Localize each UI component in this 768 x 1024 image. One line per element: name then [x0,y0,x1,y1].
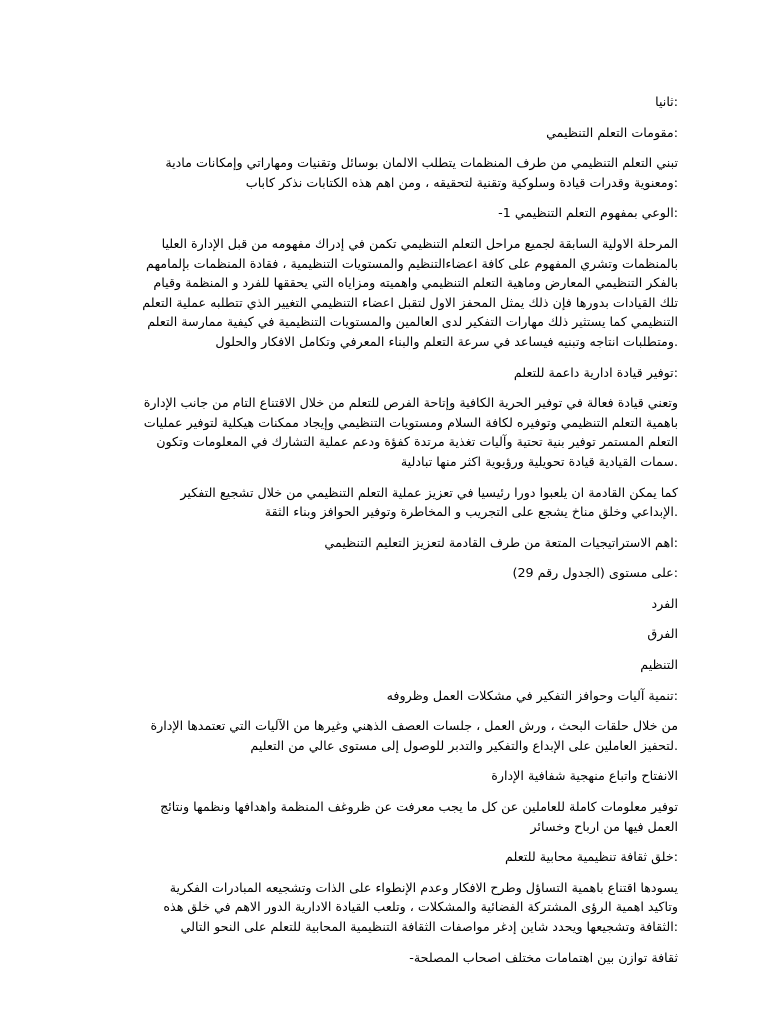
text-line: تبني التعلم التنظيمي من طرف المنظمات يتطلب الالمان بوسائل وتقنيات ومهاراتي وإمكانات مادية [165,155,678,171]
text-line: المرحلة الاولية السابقة لجميع مراحل التعلم التنظيمي تكمن في إدراك مفهومه من قبل الإدارة العليا [161,235,678,251]
text-line: العمل فيها من ارباح وخسائر [530,818,678,834]
text-line: توفير معلومات كاملة للعاملين عن كل ما يجب معرفت عن ظروغف المنظمة واهدافها ونظمها ونتائج [160,799,678,815]
paragraph [90,766,678,786]
paragraph [90,686,678,706]
paragraph [90,483,678,522]
paragraph [90,716,678,755]
text-line: وتاكيد اهمية الرؤى المشتركة الفضائية والمشكلات ، وتلعب القيادة الادارية الدور الاهم في خلق هذه [163,899,678,915]
paragraph [90,92,678,112]
paragraph [90,123,678,143]
paragraph [90,878,678,937]
text-line: :مقومات التعلم التنظيمي [546,124,678,140]
paragraph [90,797,678,836]
text-line: باهمية التعلم التنظيمي وتوفيره لكافة السلام ومستويات التنظيمي وإيجاد ممكنات هيكلية لتوفير عمليات [143,414,678,430]
text-line: :اهم الاستراتيجيات المتعة من طرف القادمة لتعزيز التعليم التنظيمي [324,534,678,550]
text-line: الفرق [647,626,678,642]
text-line: الانفتاح واتباع منهجية شفافية الإدارة [491,768,678,784]
text-line: يسودها اقتناع باهمية التساؤل وطرح الافكار وعدم الإنطواء على الذات وتشجيعه المبادرات الفكرية [169,879,678,895]
text-line: التعلم المستمر توفير بنية تحتية وآليات تغذية مرتدة كفؤة ودعم عملية التشارك في المعلومات وتكون [156,434,678,450]
paragraph [90,234,678,352]
text-line: .سمات القيادية قيادة تحويلية ورؤيوية اكثر منها تبادلية [400,453,678,469]
text-line: :ومعنوية وقدرات قيادة وسلوكية وتقنية لتحقيقه ، ومن اهم هذه الكتابات نذكر كاباب [245,174,678,190]
text-line: :ثانيا [655,94,678,109]
text-line: وتعني قيادة فعالة في توفير الحرية الكافية وإتاحة الفرص للتعلم من خلال الاقتناع التام من جانب الإدارة [143,395,678,411]
text-line: :توفير قيادة ادارية داعمة للتعلم [513,364,678,380]
text-line: بالفكر التنظيمي المعارض وماهية التعلم التنظيمي واهميته ومزاياه التي يحققها للفرد و المنظمة وقيام [153,275,678,291]
text-line: :خلق ثقافة تنظيمية محابية للتعلم [505,849,678,865]
text-line: تلك القيادات بدورها فإن ذلك يمثل المحفز الاول لتقبل اعضاء التنظيمي التغيير الذي تتطلبه عملية التعلم [142,294,678,310]
text-line: من خلال حلقات البحث ، ورش العمل ، جلسات العصف الذهني وغيرها من الآليات التي تعتمدها الإدارة [150,718,678,734]
text-line: ثقافة توازن بين اهتمامات مختلف اصحاب المصلحة- [409,949,678,965]
text-line: الفرد [651,595,678,611]
paragraph [90,363,678,383]
text-line: بالمنظمات وتشري المفهوم على كافة اعضاءالتنظيم والمستويات التنظيمية ، فقادة المنظمات بإلمامهم [146,255,678,271]
paragraph [90,533,678,553]
paragraph [90,393,678,471]
paragraph [90,203,678,223]
paragraph [90,563,678,583]
paragraph [90,655,678,675]
text-line: :على مستوى (الجدول رقم 29) [512,565,678,581]
text-line: التنظيم [640,657,678,673]
text-line: :الوعي بمفهوم التعلم التنظيمي 1- [498,205,678,221]
text-line: .لتحفيز العاملين على الإبداع والتفكير والتدبر للوصول إلى مستوى عالي من التعليم [250,737,678,753]
text-line: :الثقافة وتشجيعها ويحدد شاين إدغر مواصفات الثقافة التنظيمية المحابية للتعلم على النحو التالي [180,919,678,934]
text-line: .الإبداعي وخلق مناخ يشجع على التجريب و المخاطرة وتوفير الحوافز وبناء الثقة [264,504,678,520]
text-line: كما يمكن القادمة ان يلعبوا دورا رئيسيا في تعزيز عملية التعلم التنظيمي من خلال تشجيع التفكير [180,484,678,500]
text-line: التنظيمي كما يستثير ذلك مهارات التفكير لدى العالمين والمستويات التنظيمية في كيفية ممارسة التعلم [147,314,678,330]
paragraph [90,594,678,614]
paragraph [90,153,678,192]
text-line: .ومتطلبات انتاجه وتبنيه فيساعد في سرعة التعلم والبناء المعرفي وتكامل الافكار والحلول [215,333,678,349]
paragraph [90,847,678,867]
text-line: :تنمية آليات وحوافز التفكير في مشكلات العمل وظروفه [386,687,678,703]
paragraph [90,624,678,644]
paragraph [90,948,678,968]
